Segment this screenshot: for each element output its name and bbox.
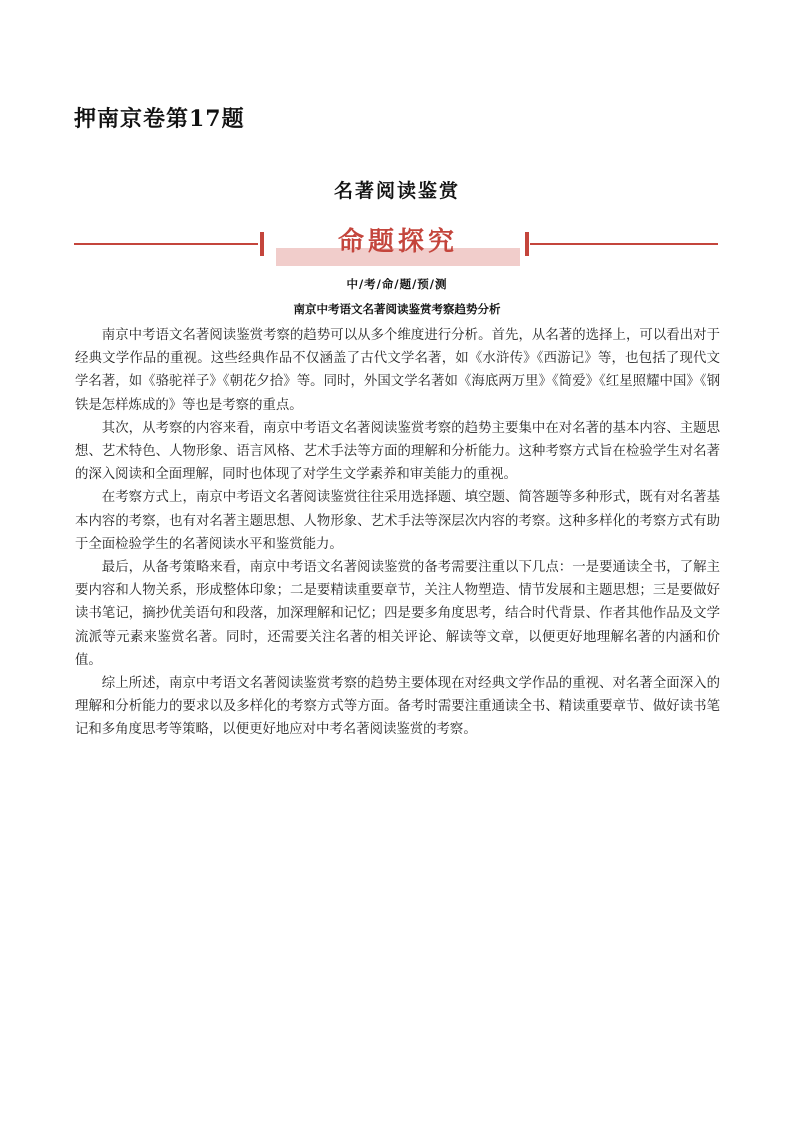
section-subtitle: 中/考/命/题/预/测 — [346, 277, 448, 291]
banner-left-rule — [74, 243, 258, 245]
banner-left-bar — [260, 232, 264, 256]
section-title: 名著阅读鉴赏 — [333, 180, 460, 202]
paragraph: 最后，从备考策略来看，南京中考语文名著阅读鉴赏的备考需要注重以下几点：一是要通读全书，了解主要内容和人物关系，形成整体印象；二是要精读重要章节，关注人物塑造、情节发展和主题思想；三是要做好读书笔记，摘抄优美语句和段落，加深理解和记忆；四是要多角度思考，结合时代背景、作者其他作品及文学流派等元素来鉴赏名著。同时，还需要关注名著的相关评论、解读等文章，以便更好地理解名著的内涵和价值。 — [75, 560, 720, 668]
article-title: 南京中考语文名著阅读鉴赏考察趋势分析 — [293, 302, 501, 316]
article-body — [75, 324, 720, 742]
paragraph: 南京中考语文名著阅读鉴赏考察的趋势可以从多个维度进行分析。首先，从名著的选择上，可以看出对于经典文学作品的重视。这些经典作品不仅涵盖了古代文学名著，如《水浒传》《西游记》等，也包括了现代文学名著，如《骆驼祥子》《朝花夕拾》等。同时，外国文学名著如《海底两万里》《简爱》《红星照耀中国》《钢铁是怎样炼成的》等也是考察的重点。 — [75, 328, 720, 413]
paragraph: 综上所述，南京中考语文名著阅读鉴赏考察的趋势主要体现在对经典文学作品的重视、对名著全面深入的理解和分析能力的要求以及多样化的考察方式等方面。备考时需要注重通读全书、精读重要章节、做好读书笔记和多角度思考等策略，以便更好地应对中考名著阅读鉴赏的考察。 — [75, 676, 720, 738]
paragraph: 其次，从考察的内容来看，南京中考语文名著阅读鉴赏考察的趋势主要集中在对名著的基本内容、主题思想、艺术特色、人物形象、语言风格、艺术手法等方面的理解和分析能力。这种考察方式旨在检验学生对名著的深入阅读和全面理解，同时也体现了对学生文学素养和审美能力的重视。 — [75, 420, 720, 483]
banner-right-rule — [530, 243, 718, 245]
paragraph: 在考察方式上，南京中考语文名著阅读鉴赏往往采用选择题、填空题、简答题等多种形式，既有对名著基本内容的考察，也有对名著主题思想、人物形象、艺术手法等深层次内容的考察。这种多样化的考察方式有助于全面检验学生的名著阅读水平和鉴赏能力。 — [75, 490, 720, 552]
page-title: 押南京卷第17题 — [74, 106, 245, 132]
banner-right-bar — [525, 232, 529, 256]
banner-label: 命题探究 — [337, 227, 458, 257]
section-banner — [74, 224, 718, 266]
